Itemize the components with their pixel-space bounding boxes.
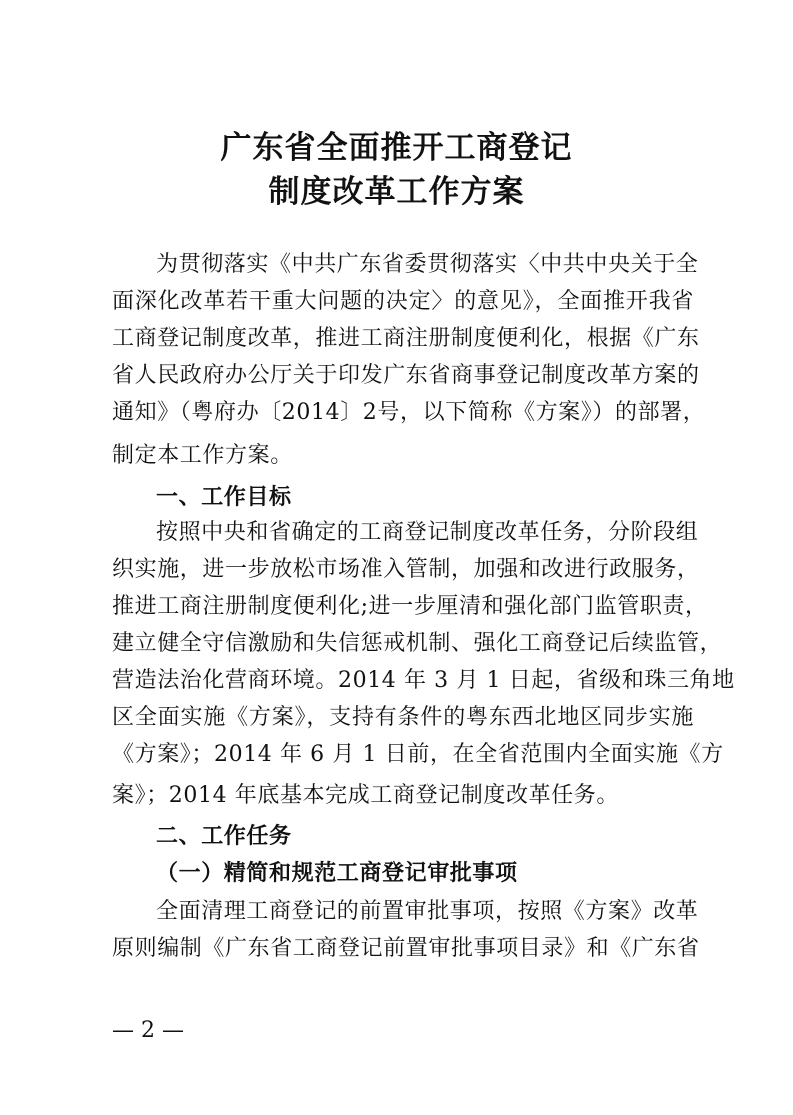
section-1-line-6: 区全面实施《方案》，支持有条件的粤东西北地区同步实施: [112, 705, 694, 730]
section-1-line-3: 推进工商注册制度便利化;进一步厘清和强化部门监管职责，: [112, 594, 708, 619]
document-title-line-2: 制度改革工作方案: [268, 174, 525, 210]
section-1-line-1: 按照中央和省确定的工商登记制度改革任务，分阶段组: [156, 520, 699, 545]
section-1-line-5: 营造法治化营商环境。2014 年 3 月 1 日起，省级和珠三角地: [112, 668, 735, 693]
section-1-line-4: 建立健全守信激励和失信惩戒机制、强化工商登记后续监管，: [112, 631, 723, 656]
section-1-heading: 一、工作目标: [156, 484, 292, 510]
intro-line-5: 通知》（粤府办〔2014〕2号，以下简称《方案》）的部署，: [112, 400, 706, 425]
section-1-line-8: 案》；2014 年底基本完成工商登记制度改革任务。: [112, 783, 619, 808]
subsection-1-line-1: 全面清理工商登记的前置审批事项，按照《方案》改革: [156, 899, 699, 924]
section-1-line-2: 织实施，进一步放松市场准入管制，加强和改进行政服务，: [112, 557, 700, 582]
intro-line-3: 工商登记制度改革，推进工商注册制度便利化，根据《广东: [112, 326, 700, 351]
intro-line-6: 制定本工作方案。: [112, 443, 293, 468]
subsection-1-heading: （一）精简和规范工商登记审批事项: [156, 860, 518, 886]
document-title-line-1: 广东省全面推开工商登记: [220, 130, 573, 166]
intro-line-1: 为贯彻落实《中共广东省委贯彻落实〈中共中央关于全: [156, 252, 699, 277]
intro-line-4: 省人民政府办公厅关于印发广东省商事登记制度改革方案的: [112, 363, 700, 388]
intro-line-2: 面深化改革若干重大问题的决定〉的意见》，全面推开我省: [112, 289, 694, 314]
section-2-heading: 二、工作任务: [156, 823, 292, 849]
page-number: — 2 —: [112, 1018, 184, 1043]
subsection-1-line-2: 原则编制《广东省工商登记前置审批事项目录》和《广东省: [112, 936, 700, 961]
section-1-line-7: 《方案》；2014 年 6 月 1 日前，在全省范围内全面实施《方: [112, 742, 724, 767]
